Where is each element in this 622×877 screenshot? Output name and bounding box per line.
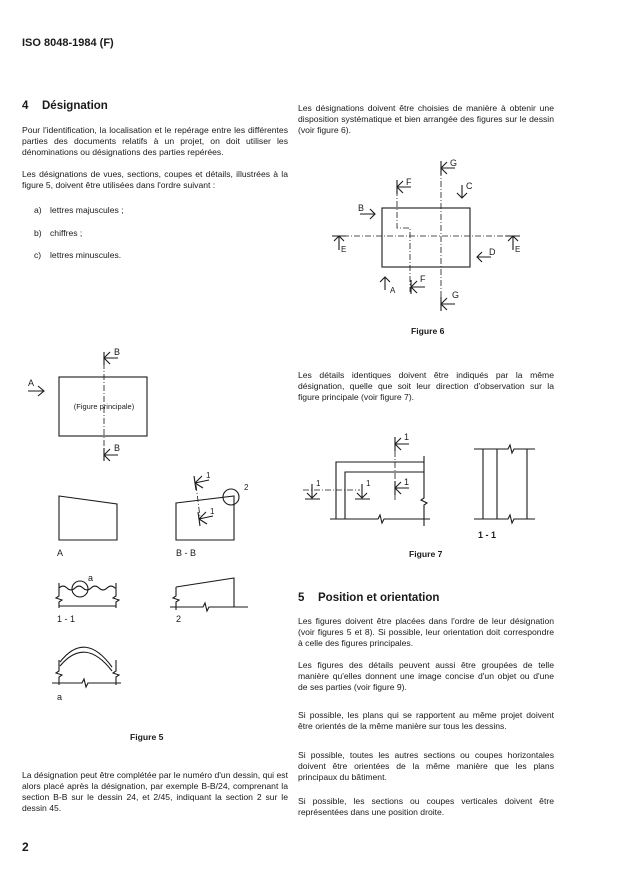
list-text: lettres majuscules ;: [50, 205, 124, 215]
detail-label: 2: [244, 483, 249, 492]
arrow-label: G: [450, 158, 458, 168]
list-text: lettres minuscules.: [50, 250, 122, 260]
paragraph: Les figures doivent être placées dans l'ordre de leur désignation (voir figures 5 et 8). Si possible, leur orientation doit correspondre à celle des figures principales.: [298, 616, 554, 648]
arrow-label: A: [28, 378, 35, 388]
arrow-label: 1: [404, 432, 410, 442]
arrow-label: G: [452, 290, 460, 300]
list-key: b): [34, 228, 42, 238]
page-number: 2: [22, 840, 29, 854]
view-label: 1 - 1: [57, 614, 76, 624]
list-text: chiffres ;: [50, 228, 83, 238]
main-figure-label: (Figure principale): [73, 402, 135, 411]
arrow-label: F: [420, 274, 426, 284]
paragraph: Les figures des détails peuvent aussi être groupées de telle manière qu'elles donnent une image concise d'un objet ou d'une de ses parties (voir figure 9).: [298, 660, 554, 692]
arrow-label: B: [358, 203, 365, 213]
figure-6-caption: Figure 6: [411, 326, 445, 336]
main-figure: [28, 347, 147, 462]
figure-7: [303, 432, 535, 540]
view-label: 2: [176, 614, 182, 624]
section-title: Position et orientation: [318, 592, 440, 604]
list-key: c): [34, 250, 42, 260]
view-label: a: [57, 692, 63, 702]
view-label: A: [57, 548, 64, 558]
arrow-label: B: [114, 347, 121, 357]
paragraph: Si possible, les sections ou coupes verticales doivent être représentées dans une position droite.: [298, 796, 554, 817]
view-arrow-icon: [380, 277, 390, 290]
view-label: B - B: [176, 548, 197, 558]
arrow-label: F: [406, 177, 412, 187]
paragraph: Les désignations doivent être choisies de manière à obtenir une disposition systématique et bien arrangée des figures sur le dessin (voir figure 6).: [298, 103, 554, 135]
arrow-label: E: [341, 245, 347, 254]
figure-7-caption: Figure 7: [409, 549, 443, 559]
arrow-label: B: [114, 443, 121, 453]
detail-label: a: [88, 573, 94, 583]
document-header: ISO 8048-1984 (F): [22, 37, 114, 49]
section-title: Désignation: [42, 100, 108, 112]
arrow-label: 1: [366, 479, 371, 488]
figure-5: [28, 347, 249, 702]
section-number: 5: [298, 592, 305, 604]
figure-5-caption: Figure 5: [130, 732, 164, 742]
arrow-label: C: [466, 181, 473, 191]
paragraph: Les détails identiques doivent être indiqués par la même désignation, quelle que soit leur direction d'observation sur la figure principale (voir figure 7).: [298, 370, 554, 402]
arrow-label: 1: [316, 479, 321, 488]
arrow-label: 1: [206, 471, 211, 480]
arrow-label: E: [515, 245, 521, 254]
figure-6: [332, 158, 520, 311]
section-b-b: [176, 471, 249, 558]
arrow-label: D: [489, 247, 496, 257]
list-key: a): [34, 205, 42, 215]
paragraph: Si possible, toutes les autres sections ou coupes horizontales doivent être orientées de la même manière que les plans principaux du bâtiment.: [298, 750, 554, 782]
arrow-label: 1: [404, 477, 410, 487]
paragraph: La désignation peut être complétée par le numéro d'un dessin, qui est alors placé après la désignation, par exemple B-B/24, comprenant la section B-B sur le dessin 24, et 2/45, indiquant la section 2 sur le dessin 45.: [22, 770, 288, 813]
section-1-1: [56, 573, 119, 624]
paragraph: Les désignations de vues, sections, coupes et détails, illustrées à la figure 5, doivent être utilisées dans l'ordre suivant :: [22, 169, 288, 190]
view-a: [57, 496, 117, 558]
paragraph: Si possible, les plans qui se rapportent au même projet doivent être orientés de la même manière sur tous les dessins.: [298, 710, 554, 731]
section-number: 4: [22, 100, 29, 112]
arrow-label: A: [390, 286, 396, 295]
paragraph: Pour l'identification, la localisation et le repérage entre les différentes parties des documents relatifs à un projet, on doit utiliser les dénominations ou désignations des parties repérées.: [22, 125, 288, 157]
detail-2: [170, 578, 248, 624]
view-label: 1 - 1: [478, 530, 497, 540]
detail-a: [52, 647, 121, 702]
arrow-label: 1: [210, 507, 215, 516]
